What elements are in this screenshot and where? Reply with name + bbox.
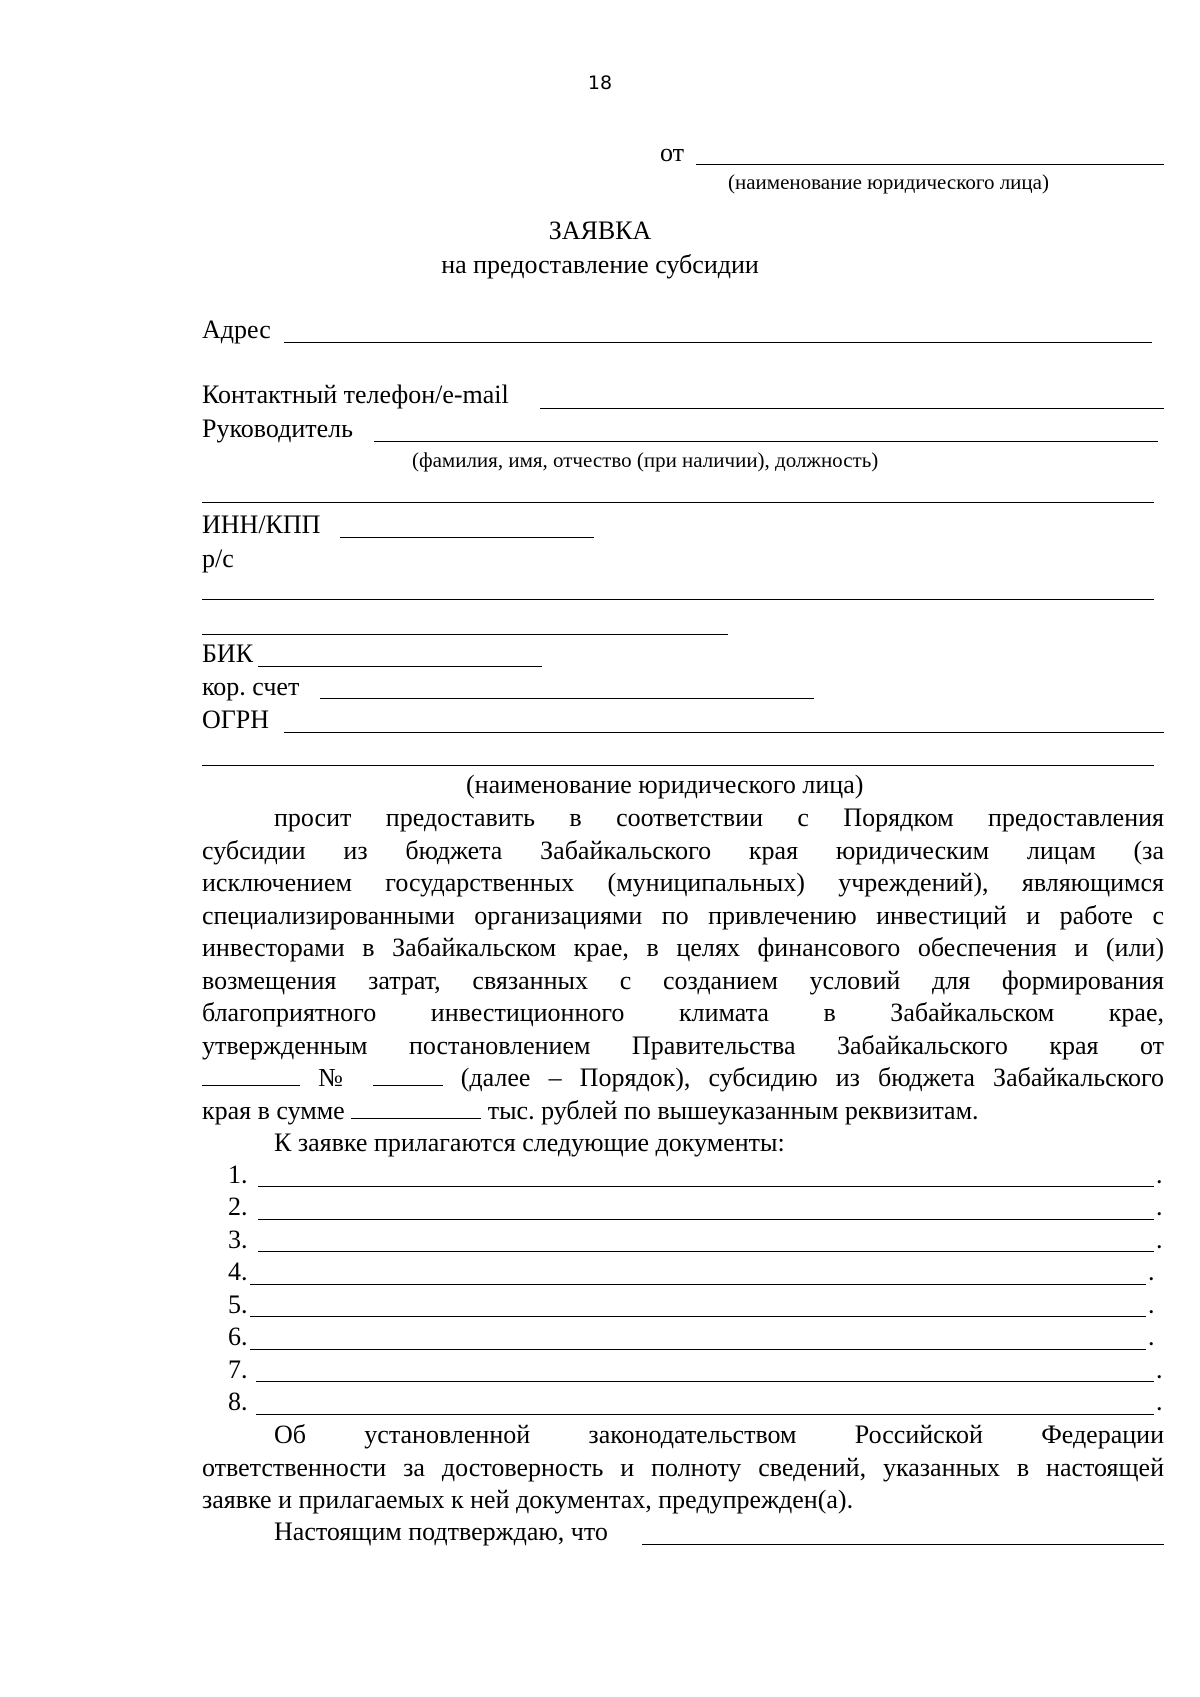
body-line-8: утвержденным постановлением Правительства Забайкальского края от xyxy=(202,1031,1164,1060)
address-field[interactable] xyxy=(284,342,1152,343)
entity-name-field[interactable] xyxy=(202,765,1154,766)
amount-blank[interactable] xyxy=(351,1096,481,1119)
ogrn-field[interactable] xyxy=(284,732,1164,733)
account-field[interactable] xyxy=(202,599,1154,600)
inn-field[interactable] xyxy=(340,537,594,538)
number-blank[interactable] xyxy=(373,1063,443,1086)
from-caption: (наименование юридического лица) xyxy=(728,170,1049,194)
attachment-number: 1. xyxy=(228,1160,248,1189)
attachment-field[interactable] xyxy=(250,1316,1146,1317)
inn-label: ИНН/КПП xyxy=(202,510,321,539)
body-line-2: субсидии из бюджета Забайкальского края юридическим лицам (за xyxy=(202,836,1164,865)
corr-field[interactable] xyxy=(320,698,814,699)
head-label: Руководитель xyxy=(202,414,353,443)
entity-caption: (наименование юридического лица) xyxy=(466,770,864,799)
document-title: ЗАЯВКА xyxy=(548,216,652,245)
attachment-field[interactable] xyxy=(256,1381,1154,1382)
attachment-field[interactable] xyxy=(256,1414,1154,1415)
attachment-number: 4. xyxy=(228,1257,248,1286)
contact-field[interactable] xyxy=(540,408,1164,409)
confirm-label: Настоящим подтверждаю, что xyxy=(274,1517,608,1546)
body-line-1: просит предоставить в соответствии с Порядком предоставления xyxy=(274,803,1164,832)
attachment-number: 7. xyxy=(228,1355,248,1384)
attachment-number: 5. xyxy=(228,1290,248,1319)
body-line-10: края в сумме тыс. рублей по вышеуказанным реквизитам. xyxy=(202,1096,979,1125)
attachments-intro: К заявке прилагаются следующие документы: xyxy=(274,1128,785,1157)
body-line-9: № (далее – Порядок), субсидию из бюджета Забайкальского xyxy=(202,1062,1164,1095)
attachment-field[interactable] xyxy=(250,1349,1146,1350)
bik-field[interactable] xyxy=(258,666,542,667)
attachment-number: 3. xyxy=(228,1225,248,1254)
address-label: Адрес xyxy=(202,315,271,344)
attachment-field[interactable] xyxy=(258,1219,1154,1220)
responsibility-line-1: Об установленной законодательством Российской Федерации xyxy=(274,1420,1164,1449)
from-label: от xyxy=(660,138,685,167)
head-field[interactable] xyxy=(374,441,1158,442)
attachment-number: 2. xyxy=(228,1192,248,1221)
body-line-5: инвесторами в Забайкальском крае, в целях финансового обеспечения и (или) xyxy=(202,933,1164,962)
date-blank[interactable] xyxy=(202,1063,300,1086)
responsibility-line-2: ответственности за достоверность и полноту сведений, указанных в настоящей xyxy=(202,1453,1164,1482)
account-label: р/с xyxy=(202,544,234,573)
head-field-continuation[interactable] xyxy=(202,502,1154,503)
body-line-4: специализированными организациями по привлечению инвестиций и работе с xyxy=(202,901,1164,930)
attachment-number: 6. xyxy=(228,1322,248,1351)
bik-label: БИК xyxy=(202,639,254,668)
body-line-7: благоприятного инвестиционного климата в Забайкальском крае, xyxy=(202,998,1164,1027)
account-field-continuation[interactable] xyxy=(202,634,728,635)
corr-label: кор. счет xyxy=(202,672,300,701)
attachment-field[interactable] xyxy=(258,1251,1154,1252)
attachment-field[interactable] xyxy=(250,1284,1146,1285)
body-line-6: возмещения затрат, связанных с созданием условий для формирования xyxy=(202,966,1164,995)
attachment-field[interactable] xyxy=(258,1186,1154,1187)
attachment-number: 8. xyxy=(228,1387,248,1416)
body-line-3: исключением государственных (муниципальных) учреждений), являющимся xyxy=(202,868,1164,897)
responsibility-line-3: заявке и прилагаемых к ней документах, предупрежден(а). xyxy=(202,1485,854,1514)
from-line[interactable] xyxy=(696,164,1164,165)
ogrn-label: ОГРН xyxy=(202,705,270,734)
page-number: 18 xyxy=(587,72,613,94)
contact-label: Контактный телефон/e-mail xyxy=(202,380,509,409)
confirm-field[interactable] xyxy=(642,1544,1164,1545)
document-subtitle: на предоставление субсидии xyxy=(441,250,759,279)
head-caption: (фамилия, имя, отчество (при наличии), должность) xyxy=(412,448,879,472)
